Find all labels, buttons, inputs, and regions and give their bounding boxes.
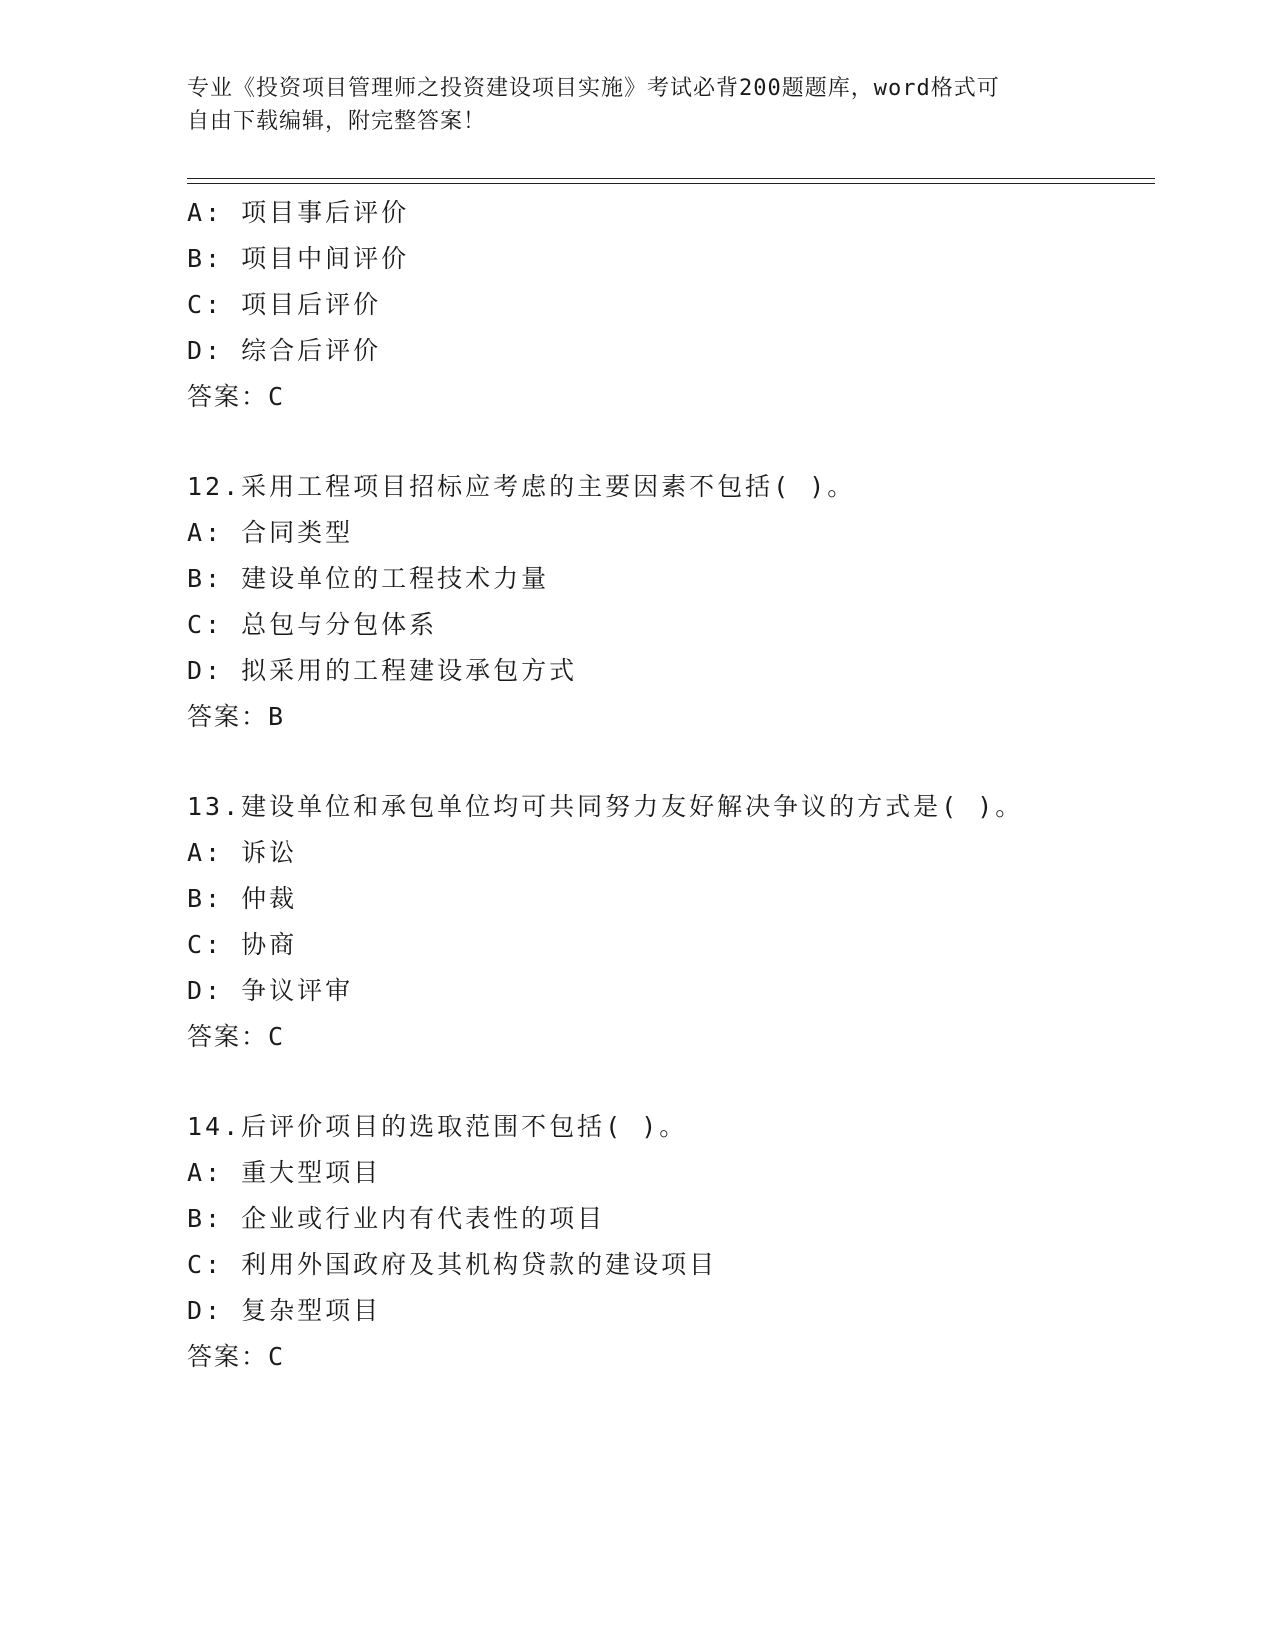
question-title: 13.建设单位和承包单位均可共同努力友好解决争议的方式是( )。 xyxy=(187,792,1024,821)
question-spacer xyxy=(187,420,1147,464)
header-title-line-2: 自由下载编辑，附完整答案！ xyxy=(187,109,487,134)
question-spacer xyxy=(187,1060,1147,1104)
answer: 答案：C xyxy=(187,1022,286,1051)
question-spacer xyxy=(187,740,1147,784)
option-d: D: 争议评审 xyxy=(187,976,354,1005)
option-c: C: 总包与分包体系 xyxy=(187,610,438,639)
option-b: B: 项目中间评价 xyxy=(187,244,410,273)
option-a: A: 诉讼 xyxy=(187,838,298,867)
option-c: C: 项目后评价 xyxy=(187,290,382,319)
option-c: C: 协商 xyxy=(187,930,298,959)
option-b: B: 仲裁 xyxy=(187,884,298,913)
option-d: D: 复杂型项目 xyxy=(187,1296,382,1325)
answer: 答案：B xyxy=(187,702,286,731)
question-title: 12.采用工程项目招标应考虑的主要因素不包括( )。 xyxy=(187,472,856,501)
option-b: B: 企业或行业内有代表性的项目 xyxy=(187,1204,606,1233)
answer: 答案：C xyxy=(187,1342,286,1371)
header-divider-top xyxy=(187,178,1155,179)
answer: 答案：C xyxy=(187,382,286,411)
option-a: A: 合同类型 xyxy=(187,518,354,547)
question-12 xyxy=(187,464,1147,740)
question-title: 14.后评价项目的选取范围不包括( )。 xyxy=(187,1112,688,1141)
header-title-line-1: 专业《投资项目管理师之投资建设项目实施》考试必背200题题库，word格式可 xyxy=(187,76,1000,101)
option-c: C: 利用外国政府及其机构贷款的建设项目 xyxy=(187,1250,718,1279)
option-b: B: 建设单位的工程技术力量 xyxy=(187,564,550,593)
option-d: D: 拟采用的工程建设承包方式 xyxy=(187,656,578,685)
question-11 xyxy=(187,190,1147,420)
option-a: A: 项目事后评价 xyxy=(187,198,410,227)
question-list xyxy=(187,190,1147,1380)
option-a: A: 重大型项目 xyxy=(187,1158,382,1187)
header-divider-bottom xyxy=(187,183,1155,184)
question-14 xyxy=(187,1104,1147,1380)
option-d: D: 综合后评价 xyxy=(187,336,382,365)
document-header xyxy=(187,72,1067,138)
question-13 xyxy=(187,784,1147,1060)
